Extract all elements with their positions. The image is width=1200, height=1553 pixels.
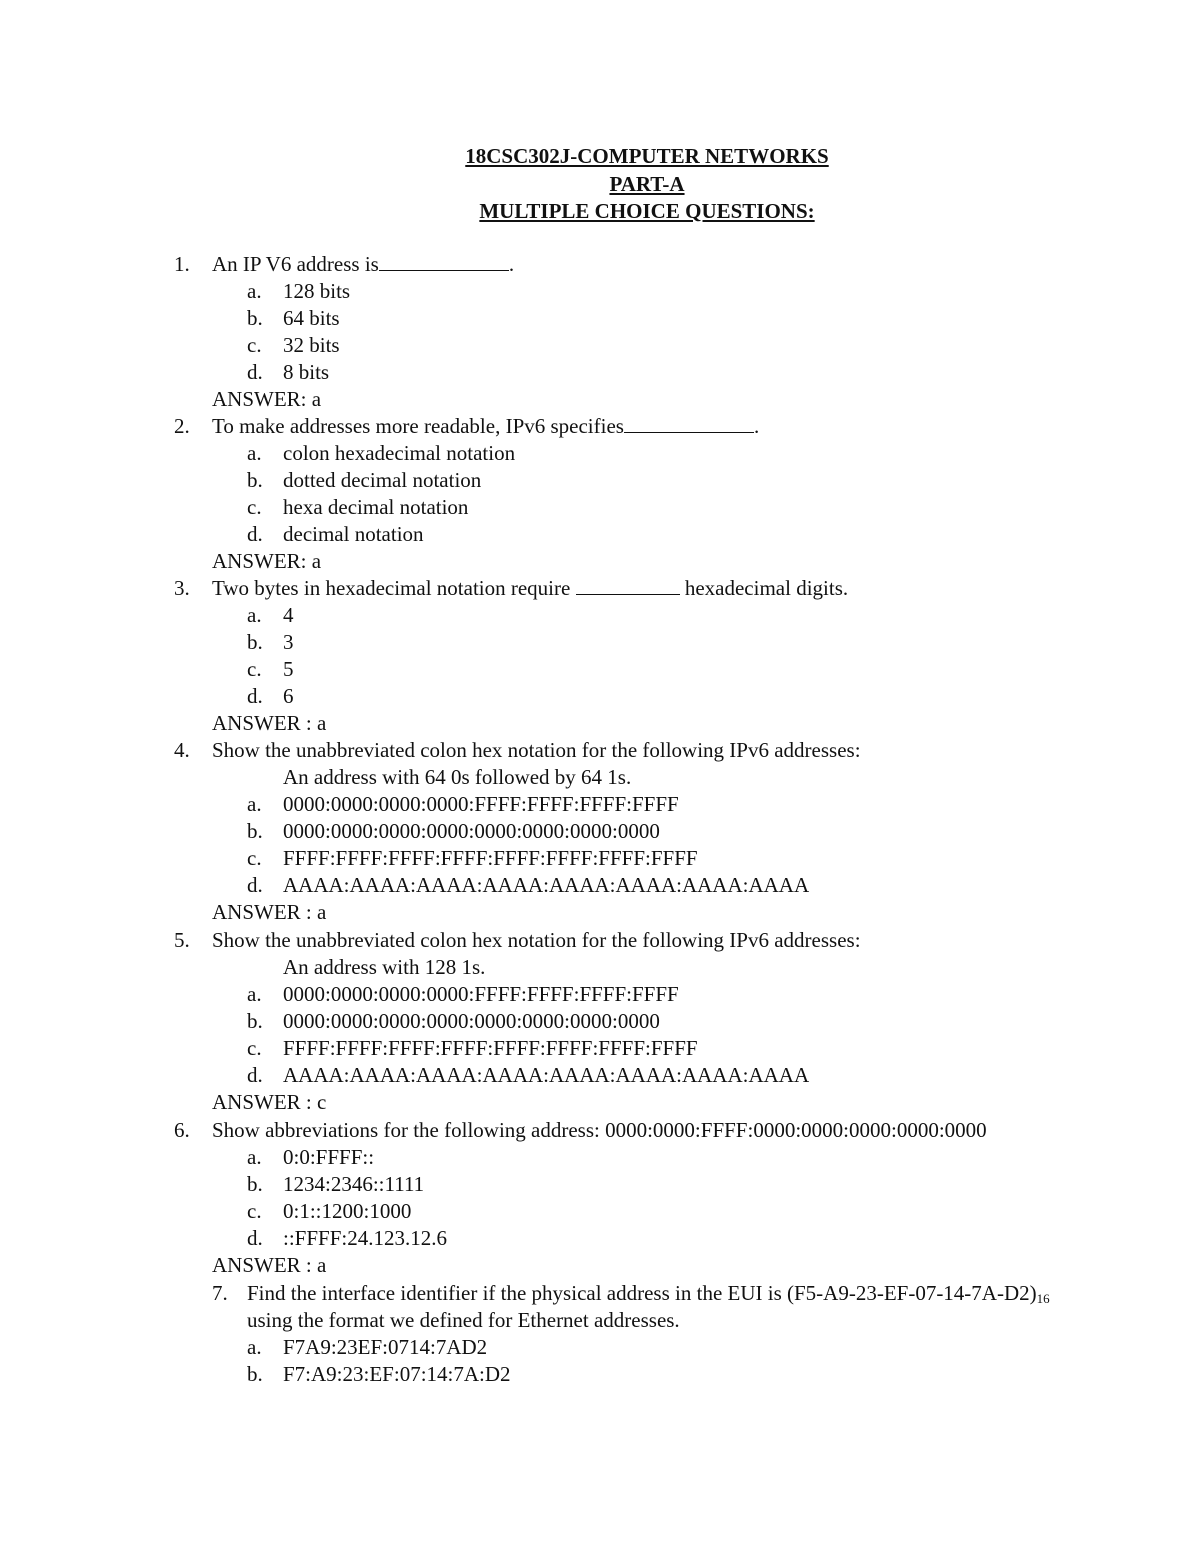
- question-text: Two bytes in hexadecimal notation require hexadecimal digits.: [212, 576, 849, 600]
- section-title: MULTIPLE CHOICE QUESTIONS:: [479, 199, 815, 223]
- option-letter: d.: [247, 873, 263, 897]
- option-letter: b.: [247, 1172, 263, 1196]
- question-text: An IP V6 address is .: [212, 252, 515, 276]
- answer-text: ANSWER : a: [212, 1253, 327, 1277]
- option-letter: c.: [247, 846, 262, 870]
- option-text: decimal notation: [283, 522, 424, 546]
- option-text: 0000:0000:0000:0000:0000:0000:0000:0000: [283, 1009, 660, 1033]
- answer-blank: [576, 576, 680, 595]
- question-text: To make addresses more readable, IPv6 specifies .: [212, 414, 760, 438]
- option-letter: b.: [247, 1362, 263, 1386]
- option-text: 6: [283, 684, 294, 708]
- option-letter: b.: [247, 306, 263, 330]
- question-text: Show abbreviations for the following address: 0000:0000:FFFF:0000:0000:0000:0000:0000: [212, 1118, 987, 1142]
- option-letter: c.: [247, 333, 262, 357]
- option-letter: d.: [247, 684, 263, 708]
- question-number: 4.: [174, 738, 190, 762]
- option-text: 32 bits: [283, 333, 340, 357]
- answer-text: ANSWER : a: [212, 900, 327, 924]
- answer-text: ANSWER: a: [212, 387, 322, 411]
- option-letter: a.: [247, 982, 262, 1006]
- option-text: AAAA:AAAA:AAAA:AAAA:AAAA:AAAA:AAAA:AAAA: [283, 873, 810, 897]
- option-text: 0000:0000:0000:0000:FFFF:FFFF:FFFF:FFFF: [283, 982, 679, 1006]
- option-letter: c.: [247, 1036, 262, 1060]
- option-text: 0:0:FFFF::: [283, 1145, 375, 1169]
- option-letter: c.: [247, 1199, 262, 1223]
- answer-blank: [379, 252, 509, 271]
- option-text: 0:1::1200:1000: [283, 1199, 412, 1223]
- option-text: 4: [283, 603, 294, 627]
- question-number: 1.: [174, 252, 190, 276]
- base-subscript: 16: [1036, 1291, 1050, 1306]
- option-text: dotted decimal notation: [283, 468, 482, 492]
- option-letter: b.: [247, 1009, 263, 1033]
- course-title: 18CSC302J-COMPUTER NETWORKS: [465, 144, 829, 168]
- option-letter: b.: [247, 630, 263, 654]
- question-text: Find the interface identifier if the physical address in the EUI is $(F5-A9-23-EF-07-14-7A-D2)_{16}$: [247, 1281, 1050, 1306]
- question-number: 3.: [174, 576, 190, 600]
- question-text: Show the unabbreviated colon hex notation for the following IPv6 addresses:: [212, 738, 861, 762]
- option-text: AAAA:AAAA:AAAA:AAAA:AAAA:AAAA:AAAA:AAAA: [283, 1063, 810, 1087]
- option-text: hexa decimal notation: [283, 495, 469, 519]
- option-letter: d.: [247, 522, 263, 546]
- option-text: 8 bits: [283, 360, 330, 384]
- question-number: 6.: [174, 1118, 190, 1142]
- question-number: 2.: [174, 414, 190, 438]
- option-text: 1234:2346::1111: [283, 1172, 425, 1196]
- option-letter: a.: [247, 441, 262, 465]
- option-letter: b.: [247, 468, 263, 492]
- option-letter: c.: [247, 657, 262, 681]
- option-letter: d.: [247, 360, 263, 384]
- option-text: 5: [283, 657, 294, 681]
- option-letter: a.: [247, 1145, 262, 1169]
- option-text: F7A9:23EF:0714:7AD2: [283, 1335, 488, 1359]
- option-text: 0000:0000:0000:0000:FFFF:FFFF:FFFF:FFFF: [283, 792, 679, 816]
- answer-text: ANSWER : a: [212, 711, 327, 735]
- answer-text: ANSWER : c: [212, 1090, 327, 1114]
- question-number: 5.: [174, 928, 190, 952]
- option-letter: a.: [247, 603, 262, 627]
- option-text: 64 bits: [283, 306, 340, 330]
- answer-blank: [624, 414, 754, 433]
- document-header: [0, 143, 1200, 226]
- subtext: An address with 128 1s.: [283, 955, 486, 979]
- question-number: 7.: [212, 1281, 228, 1305]
- option-text: 3: [283, 630, 294, 654]
- option-letter: c.: [247, 495, 262, 519]
- option-letter: a.: [247, 792, 262, 816]
- option-text: 128 bits: [283, 279, 351, 303]
- option-letter: a.: [247, 279, 262, 303]
- part-title: PART-A: [609, 171, 685, 196]
- option-letter: b.: [247, 819, 263, 843]
- option-letter: d.: [247, 1063, 263, 1087]
- question-text: Show the unabbreviated colon hex notation for the following IPv6 addresses:: [212, 928, 861, 952]
- question-text-continued: using the format we defined for Ethernet addresses.: [247, 1308, 680, 1332]
- option-letter: d.: [247, 1226, 263, 1250]
- option-text: F7:A9:23:EF:07:14:7A:D2: [283, 1362, 511, 1386]
- option-text: colon hexadecimal notation: [283, 441, 516, 465]
- option-text: 0000:0000:0000:0000:0000:0000:0000:0000: [283, 819, 660, 843]
- option-letter: a.: [247, 1335, 262, 1359]
- option-text: FFFF:FFFF:FFFF:FFFF:FFFF:FFFF:FFFF:FFFF: [283, 1036, 698, 1060]
- option-text: ::FFFF:24.123.12.6: [283, 1226, 447, 1250]
- option-text: FFFF:FFFF:FFFF:FFFF:FFFF:FFFF:FFFF:FFFF: [283, 846, 698, 870]
- subtext: An address with 64 0s followed by 64 1s.: [283, 765, 632, 789]
- answer-text: ANSWER: a: [212, 549, 322, 573]
